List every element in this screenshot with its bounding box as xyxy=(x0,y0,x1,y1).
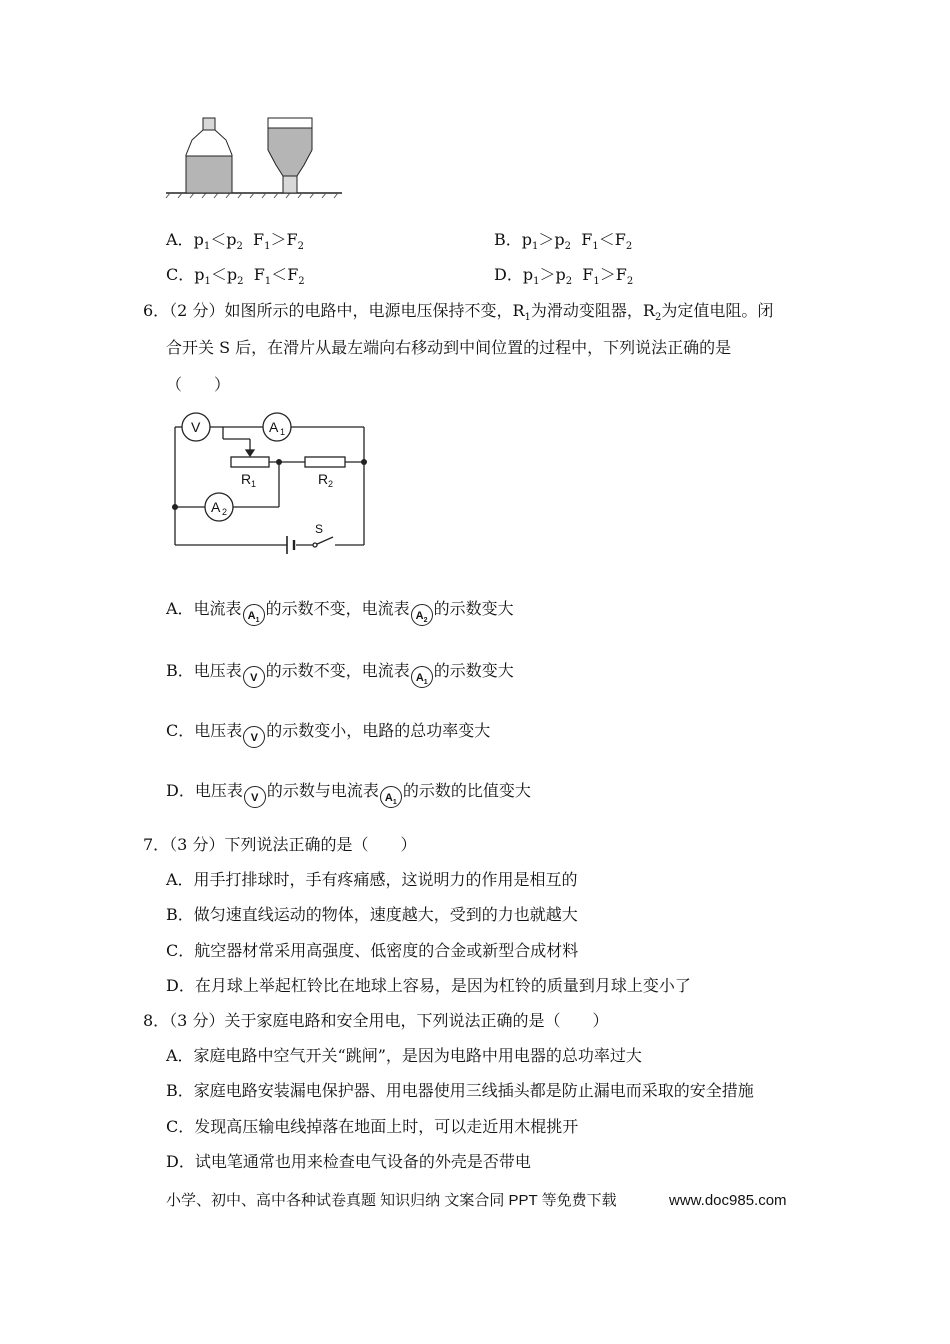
q5-option-c: C．$p_1<p_2$ $F_1<F_2$ xyxy=(166,265,305,288)
r1-label: R xyxy=(241,471,252,487)
q6-stem-line3: （ ） xyxy=(166,375,231,394)
svg-text:1: 1 xyxy=(280,427,286,437)
ammeter-a1-icon: $A_1$ xyxy=(411,666,433,688)
q6-stem-line1: 6．（2 分）如图所示的电路中，电源电压保持不变，$R_1$为滑动变阻器，$R_2$为定值电阻。闭 xyxy=(143,301,774,324)
r2-label: R xyxy=(318,471,329,487)
bottle-figure xyxy=(160,110,350,200)
q8-option-a: A．家庭电路中空气开关“跳闸”，是因为电路中用电器的总功率过大 xyxy=(166,1046,642,1065)
footer-url[interactable]: www.doc985.com xyxy=(669,1192,787,1209)
q6-option-c: C．电压表 V 的示数变小，电路的总功率变大 xyxy=(166,721,490,748)
q6-option-a: A．电流表 $A_1$的示数不变，电流表 $A_2$的示数变大 xyxy=(166,599,514,625)
ammeter-a2-icon: $A_2$ xyxy=(411,604,433,626)
ammeter-a1-icon: $A_1$ xyxy=(380,786,402,808)
svg-text:2: 2 xyxy=(328,479,334,489)
q8-option-d: D．试电笔通常也用来检查电气设备的外壳是否带电 xyxy=(166,1152,531,1171)
svg-text:2: 2 xyxy=(222,507,228,517)
inverted-bottle xyxy=(268,118,312,193)
q7-option-a: A．用手打排球时，手有疼痛感，这说明力的作用是相互的 xyxy=(166,870,578,889)
q6-option-d: D．电压表 V 的示数与电流表 $A_1$的示数的比值变大 xyxy=(166,781,531,807)
voltmeter-icon: V xyxy=(243,666,265,688)
q7-option-b: B．做匀速直线运动的物体，速度越大，受到的力也就越大 xyxy=(166,905,578,924)
q5-option-b: B．$p_1>p_2$ $F_1<F_2$ xyxy=(494,230,633,253)
a2-meter-label: A xyxy=(211,499,221,515)
footer-text: 小学、初中、高中各种试卷真题 知识归纳 文案合同 PPT 等免费下载 xyxy=(166,1192,617,1209)
q6-option-b: B．电压表 V 的示数不变，电流表 $A_1$的示数变大 xyxy=(166,661,514,687)
q6-stem-line2: 合开关 S 后，在滑片从最左端向右移动到中间位置的过程中，下列说法正确的是 xyxy=(166,338,732,357)
voltmeter-icon: V xyxy=(244,786,266,808)
q7-option-d: D．在月球上举起杠铃比在地球上容易，是因为杠铃的质量到月球上变小了 xyxy=(166,976,691,995)
svg-text:1: 1 xyxy=(251,479,257,489)
q8-stem: 8．（3 分）关于家庭电路和安全用电，下列说法正确的是（ ） xyxy=(143,1011,609,1030)
a1-meter-label: A xyxy=(269,419,279,435)
q8-option-c: C．发现高压输电线掉落在地面上时，可以走近用木棍挑开 xyxy=(166,1117,579,1136)
switch-label: S xyxy=(315,522,324,536)
voltmeter-icon: V xyxy=(243,726,265,748)
ammeter-a1-icon: $A_1$ xyxy=(243,604,265,626)
q5-option-d: D．$p_1>p_2$ $F_1>F_2$ xyxy=(494,265,634,288)
q8-option-b: B．家庭电路安装漏电保护器、用电器使用三线插头都是防止漏电而采取的安全措施 xyxy=(166,1081,754,1100)
upright-bottle xyxy=(186,118,232,193)
q7-option-c: C．航空器材常采用高强度、低密度的合金或新型合成材料 xyxy=(166,941,579,960)
q5-option-a: A．$p_1<p_2$ $F_1>F_2$ xyxy=(166,230,304,253)
q7-stem: 7．（3 分）下列说法正确的是（ ） xyxy=(143,835,417,854)
circuit-diagram xyxy=(165,405,375,555)
v-meter-label: V xyxy=(191,419,201,435)
